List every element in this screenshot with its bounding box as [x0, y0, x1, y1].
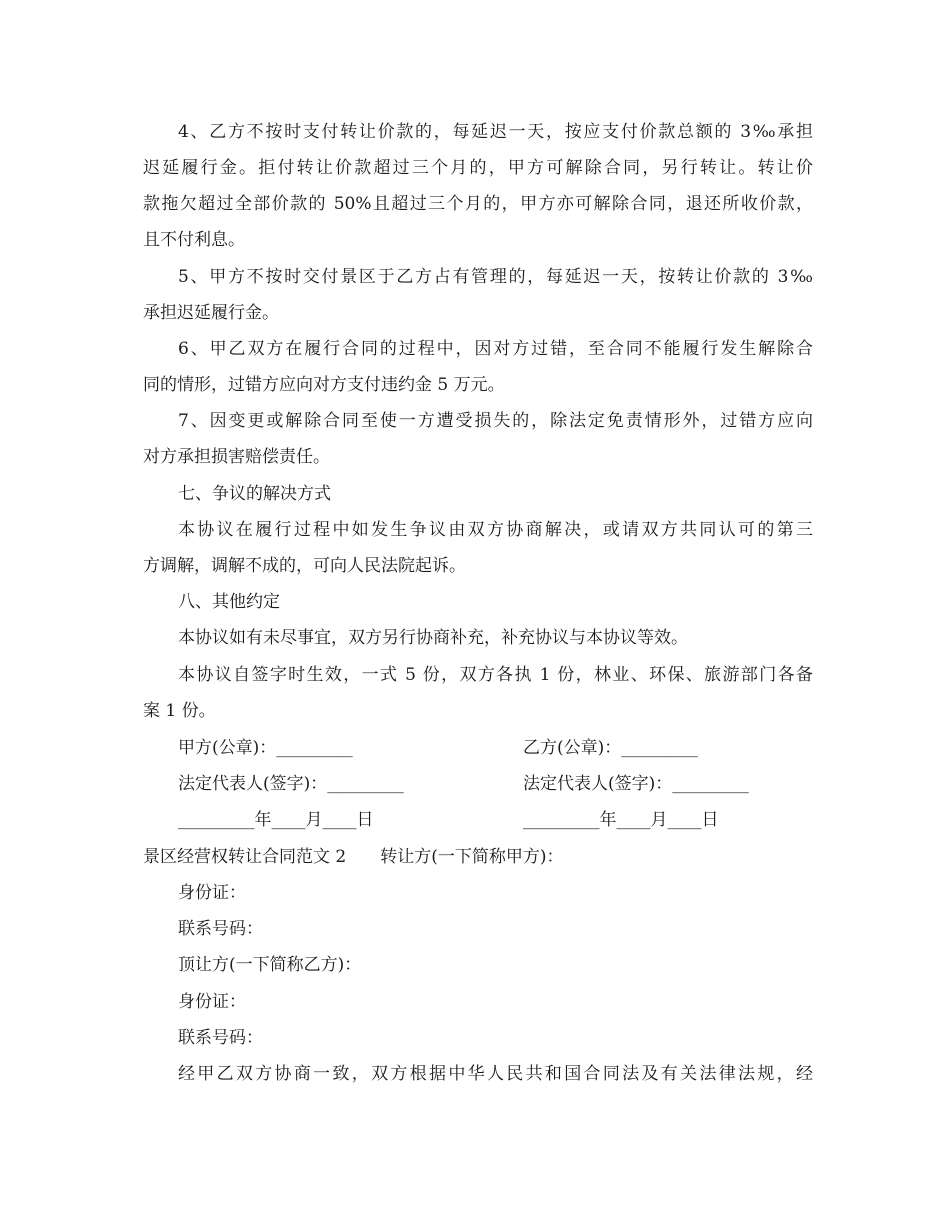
party-b-representative-field: 法定代表人(签字)：_________	[523, 774, 749, 794]
party-a-phone-label: 联系号码：	[178, 919, 263, 939]
party-a-id-label: 身份证：	[178, 883, 246, 903]
section-8-paragraph-2-line-2: 案 1 份。	[143, 701, 216, 721]
section-8-title: 八、其他约定	[178, 592, 280, 612]
clause-4-line-1: 4、乙方不按时支付转让价款的，每延迟一天，按应支付价款总额的 3‰承担	[178, 122, 813, 142]
section-7-line-2: 方调解，调解不成的，可向人民法院起诉。	[143, 556, 466, 576]
clause-6-line-2: 同的情形，过错方应向对方支付违约金 5 万元。	[143, 375, 505, 395]
party-b-date-field: _________年____月____日	[523, 810, 719, 830]
contract-2-heading: 景区经营权转让合同范文 2 转让方(一下简称甲方)：	[143, 847, 564, 867]
party-b-seal-field: 乙方(公章)：_________	[523, 738, 698, 758]
clause-5-line-1: 5、甲方不按时交付景区于乙方占有管理的，每延迟一天，按转让价款的 3‰	[178, 267, 813, 287]
clause-4-line-2: 迟延履行金。拒付转让价款超过三个月的，甲方可解除合同，另行转让。转让价	[143, 158, 813, 178]
party-a-representative-field: 法定代表人(签字)：_________	[178, 774, 404, 794]
clause-5-line-2: 承担迟延履行金。	[143, 303, 279, 323]
party-a-date-field: _________年____月____日	[178, 810, 374, 830]
section-8-paragraph-1: 本协议如有未尽事宜，双方另行协商补充，补充协议与本协议等效。	[178, 628, 688, 648]
transferee-label: 顶让方(一下简称乙方)：	[178, 955, 362, 975]
contract-2-intro-line: 经甲乙双方协商一致，双方根据中华人民共和国合同法及有关法律法规，经	[178, 1064, 813, 1084]
party-b-id-label: 身份证：	[178, 992, 246, 1012]
section-7-title: 七、争议的解决方式	[178, 484, 331, 504]
clause-4-line-3: 款拖欠超过全部价款的 50%且超过三个月的，甲方亦可解除合同，退还所收价款，	[143, 194, 813, 214]
party-b-phone-label: 联系号码：	[178, 1028, 263, 1048]
clause-7-line-2: 对方承担损害赔偿责任。	[143, 447, 330, 467]
clause-4-line-4: 且不付利息。	[143, 230, 245, 250]
section-7-line-1: 本协议在履行过程中如发生争议由双方协商解决，或请双方共同认可的第三	[178, 520, 813, 540]
section-8-paragraph-2-line-1: 本协议自签字时生效，一式 5 份，双方各执 1 份，林业、环保、旅游部门各备	[178, 665, 813, 685]
clause-7-line-1: 7、因变更或解除合同至使一方遭受损失的，除法定免责情形外，过错方应向	[178, 411, 813, 431]
party-a-seal-field: 甲方(公章)：_________	[178, 738, 353, 758]
clause-6-line-1: 6、甲乙双方在履行合同的过程中，因对方过错，至合同不能履行发生解除合	[178, 339, 813, 359]
